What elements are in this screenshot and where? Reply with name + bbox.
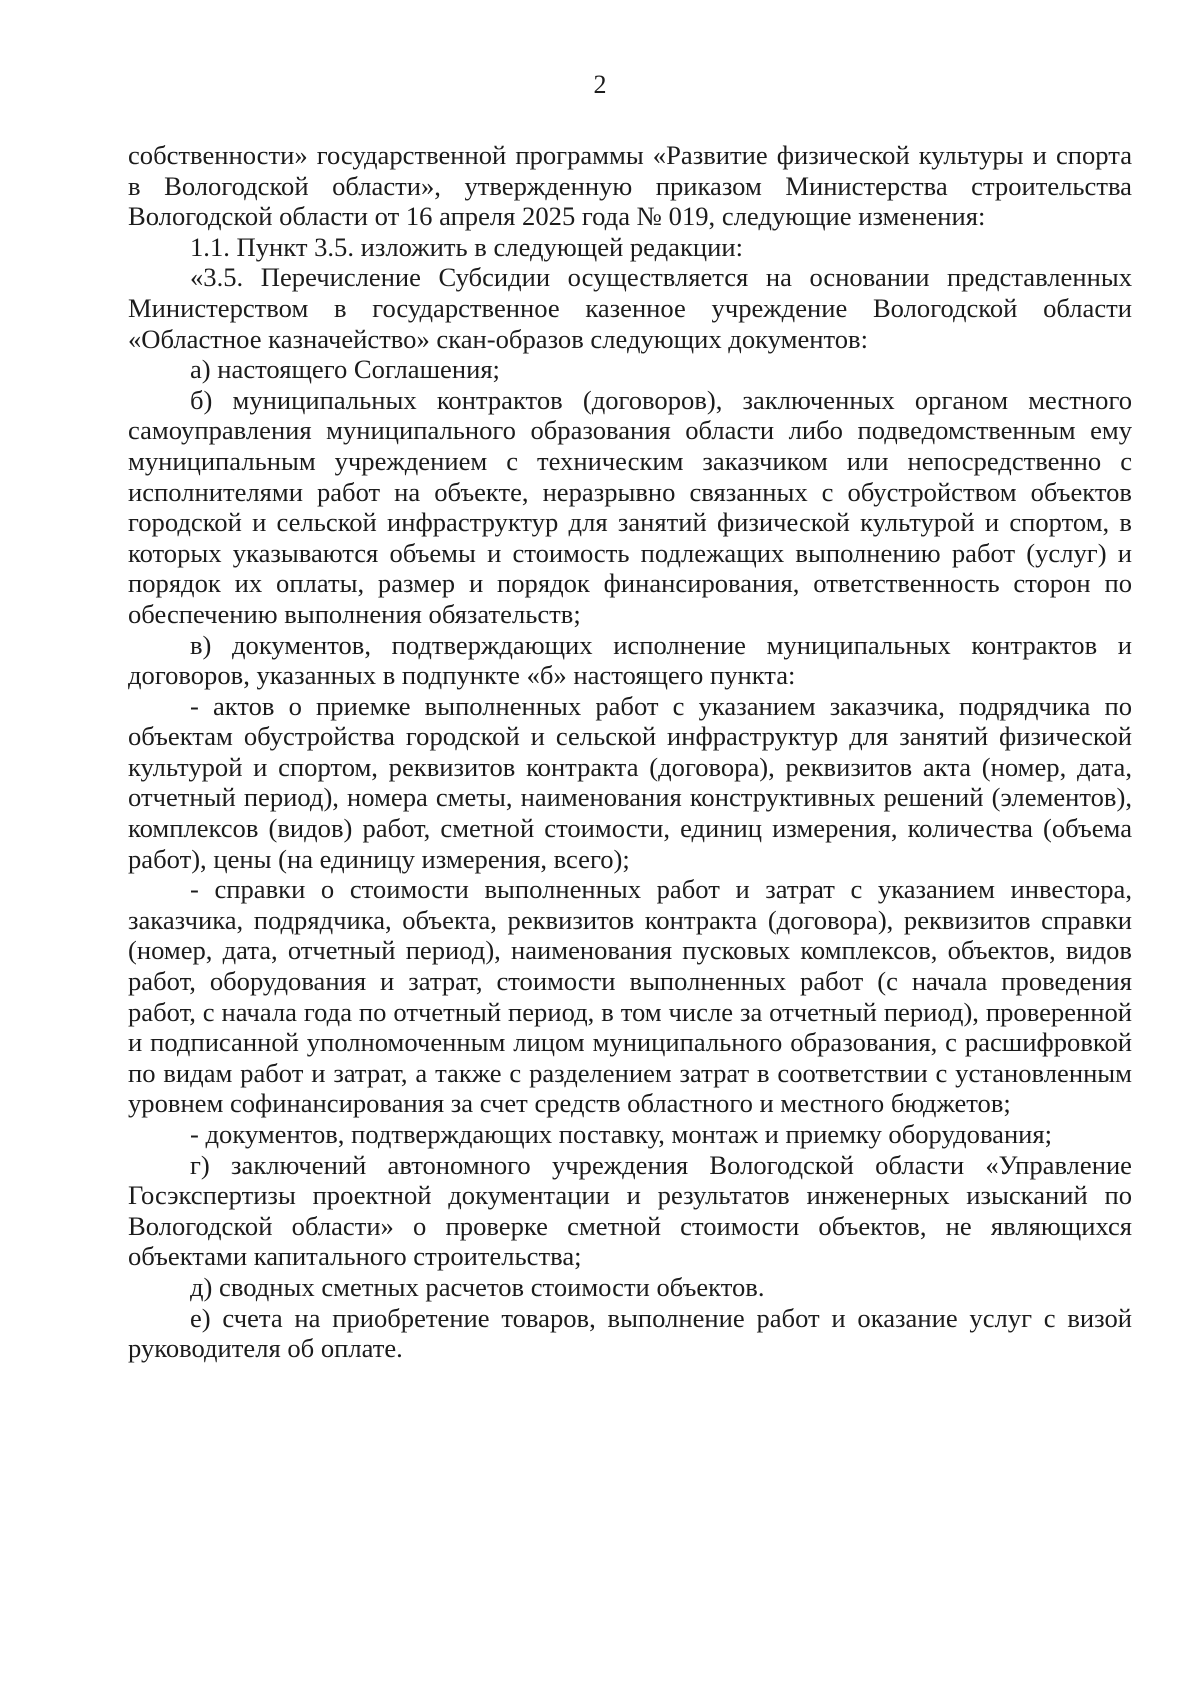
document-body — [128, 140, 1132, 1364]
paragraph-intro: собственности» государственной программы «Развитие физической культуры и спорта в Вологодской области», утвержденную приказом Министерства строительства Вологодской области от 16 апреля 2025 года № 019, следующие изменения: — [128, 140, 1132, 232]
paragraph-subitem-v: в) документов, подтверждающих исполнение муниципальных контрактов и договоров, указанных в подпункте «б» настоящего пункта: — [128, 629, 1132, 691]
paragraph-subitem-e: е) счета на приобретение товаров, выполнение работ и оказание услуг с визой руководителя об оплате. — [128, 1302, 1132, 1364]
paragraph-subitem-b: б) муниципальных контрактов (договоров), заключенных органом местного самоуправления муниципального образования области либо подведомственным ему муниципальным учреждением с техническим заказчиком или непосредственно с исполнителями работ на объекте, неразрывно связанных с обустройством объектов городской и сельской инфраструктур для занятий физической культурой и спортом, в которых указываются объемы и стоимость подлежащих выполнению работ (услуг) и порядок их оплаты, размер и порядок финансирования, ответственность сторон по обеспечению выполнения обязательств; — [128, 384, 1132, 629]
paragraph-item-3-5: «3.5. Перечисление Субсидии осуществляется на основании представленных Министерством в государственное казенное учреждение Вологодской области «Областное казначейство» скан-образов следующих документов: — [128, 262, 1132, 354]
paragraph-subitem-d: д) сводных сметных расчетов стоимости объектов. — [190, 1271, 765, 1302]
paragraph-bullet-acts: - актов о приемке выполненных работ с указанием заказчика, подрядчика по объектам обустройства городской и сельской инфраструктур для занятий физической культурой и спортом, реквизитов контракта (договора), реквизитов акта (номер, дата, отчетный период), номера сметы, наименования конструктивных решений (элементов), комплексов (видов) работ, сметной стоимости, единиц измерения, количества (объема работ), цены (на единицу измерения, всего); — [128, 690, 1132, 874]
paragraph-bullet-equipment: - документов, подтверждающих поставку, монтаж и приемку оборудования; — [190, 1119, 1053, 1149]
paragraph-bullet-certificates: - справки о стоимости выполненных работ и затрат с указанием инвестора, заказчика, подрядчика, объекта, реквизитов контракта (договора), реквизитов справки (номер, дата, отчетный период), наименования пусковых комплексов, объектов, видов работ, оборудования и затрат, стоимости выполненных работ (с начала проведения работ, с начала года по отчетный период, в том числе за отчетный период), проверенной и подписанной уполномоченным лицом муниципального образования, с расшифровкой по видам работ и затрат, а также с разделением затрат в соответствии с установленным уровнем софинансирования за счет средств областного и местного бюджетов; — [128, 874, 1132, 1119]
page-number: 2 — [593, 70, 607, 99]
paragraph-subitem-g: г) заключений автономного учреждения Вологодской области «Управление Госэкспертизы проектной документации и результатов инженерных изысканий по Вологодской области» о проверке сметной стоимости объектов, не являющихся объектами капитального строительства; — [128, 1149, 1132, 1272]
paragraph-item-1-1: 1.1. Пункт 3.5. изложить в следующей редакции: — [190, 231, 743, 262]
paragraph-subitem-a: а) настоящего Соглашения; — [190, 354, 500, 385]
